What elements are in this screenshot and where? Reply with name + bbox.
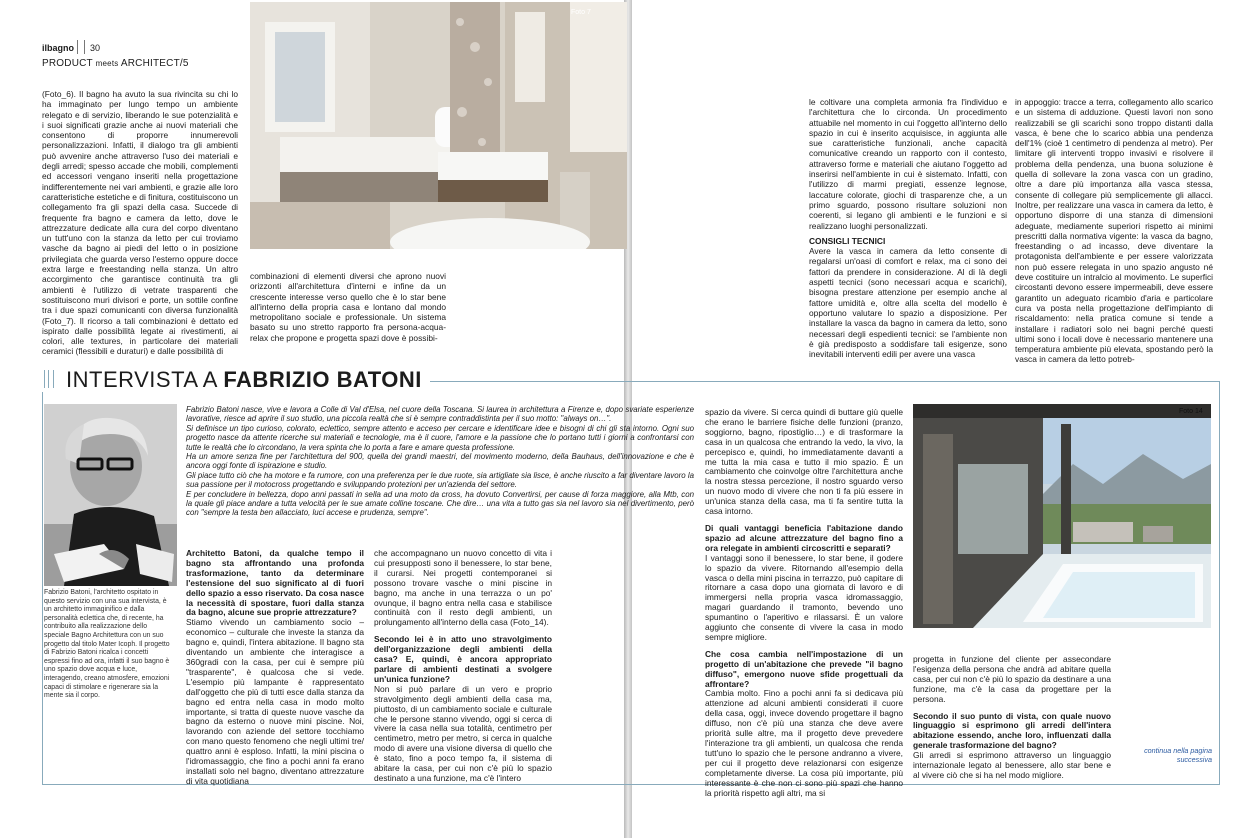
interview-title-name: FABRIZIO BATONI — [223, 367, 422, 392]
photo-label-foto7: Foto 7 — [571, 9, 591, 16]
portrait-photo — [44, 404, 177, 586]
answer-1b: che accompagnano un nuovo concetto di vita i cui presupposti sono il benessere, lo star bene, il curarsi. Nei progetti contemporanei si possono trovare vasche o mini piscine in bagno, ma anche in una terrazza o un po' ovunque, il bagno entra nella casa e stabilisce continuità con il resto degli ambienti, un prolungamento all'interno della casa (Foto_14). — [374, 548, 552, 628]
question-4: Che cosa cambia nell'impostazione di un progetto di un'abitazione che prevede "il bagno diffuso", emergono nuove sfide progettuali da affrontare? — [705, 648, 903, 689]
intro-column-4 — [1015, 97, 1213, 365]
interview-column-3 — [705, 408, 903, 798]
intro-paragraph-4: in appoggio: tracce a terra, collegamento allo scarico e un sistema di adduzione. Questi lavori non sono realizzabili se gli scarichi sono troppo distanti dalla vasca, è bene che lo scarico abbia una pendenza dell'1% (cioè 1 centimetro di pendenza al metro). Per limitare gli interventi troppo invasivi e risolvere il problema della pendenza, una buona soluzione è quella di sollevare la zona vasca con un gradino, oltre a dare più importanza alla vasca stessa, consente di collegare più semplicemente gli allacci. Inoltre, per realizzare una vasca in camera da letto, è opportuno disporre di una stanza di dimensioni adeguate, mediamente superiori rispetto ai minimi prescritti dalla normativa vigente: la vasca da bagno, freestanding o ad incasso, deve diventare la protagonista dell'ambiente e per essere valorizzata non può essere relegata in uno spazio angusto né deve costituire un intralcio al movimento. Le superfici circostanti devono essere impermeabili, deve essere garantito un adeguato ricambio d'aria e particolare cura va posta nella progettazione dell'impianto di riscaldamento: nella pratica comune si tende a installare i radiatori solo nei bagni perché questi ultimi sono i locali dove è necessario mantenere una temperatura ambiente più elevata, spostando però la vasca in camera da letto potreb- — [1015, 97, 1213, 365]
question-5: Secondo il suo punto di vista, con quale nuovo linguaggio si esprimono gli arredi dell'intera abitazione essendo, anche loro, influenzati dalla generale trasformazione del bagno? — [913, 710, 1111, 751]
question-1: Architetto Batoni, da qualche tempo il bagno sta affrontando una profonda trasformazione, tanto da determinare l'estensione del suo significato al di fuori dello spazio a esso riservato. Da cosa nasce la necessità di spostare, fuori dalla stanza da bagno, alcune sue proprie attrezzature? — [186, 548, 364, 618]
photo-foto14 — [913, 404, 1211, 628]
title-bars-icon — [44, 370, 54, 388]
box-border-top — [430, 381, 1220, 382]
question-3: Di quali vantaggi beneficia l'abitazione dando spazio ad alcune attrezzature del bagno fino a ora relegate in ambienti circoscritti e separati? — [705, 522, 903, 553]
interview-column-4 — [913, 655, 1111, 781]
bio-paragraph-1: Fabrizio Batoni nasce, vive e lavora a Colle di Val d'Elsa, nel cuore della Toscana. Si laurea in architettura a Firenze e, dopo svariate esperienze lavorative, riesce ad aprire il suo studio, una piccola realtà che si è sempre contraddistinta per il suo motto: "always on…". — [186, 405, 694, 424]
box-border-right — [1219, 381, 1220, 784]
terrace-pool-illustration — [913, 404, 1211, 628]
question-2: Secondo lei è in atto uno stravolgimento dell'organizzazione degli ambienti della casa? E, quindi, è ancora appropriato parlare di ambienti destinati a svolgere un'unica funzione? — [374, 634, 552, 684]
interview-title-prefix: INTERVISTA A — [66, 367, 217, 392]
intro-column-1 — [42, 89, 238, 357]
bio-paragraph-4: Gli piace tutto ciò che ha motore e fa rumore, con una preferenza per le due ruote, sia artigliate sia lisce, è anche riuscito a far diventare lavoro la sua passione per il motocross progettando e sviluppando protezioni per un'azienda del settore. — [186, 470, 694, 490]
bio-paragraph-2: Si definisce un tipo curioso, colorato, eclettico, sempre attento e acceso per cercare e identificare idee e bisogni di chi gli sta intorno. Ogni suo progetto nasce da attente ricerche sui materiali e tecnologie, ma è il cuore, l'amore e la passione che lo portano tutti i giorni a confrontarsi con tutte le realtà che lo circondano, la vera spinta che lo porta a fare e amare questa professione. — [186, 423, 694, 452]
intro-column-3 — [809, 97, 1007, 359]
interview-title — [66, 367, 422, 393]
page-number: 30 — [90, 43, 101, 53]
portrait-illustration — [44, 404, 177, 586]
answer-2b: spazio da vivere. Si cerca quindi di buttare giù quelle che erano le barriere fisiche delle funzioni (pranzo, soggiorno, bagno, ripostiglio…) e di trasformare la casa in un qualcosa che entrando la vedo, la vivo, la percepisco e, quindi, ho immediatamente davanti a me tutta la mia casa e tutto il mio spazio. È un cambiamento che coinvolge oltre l'architettura anche la nostra stessa percezione, il nostro sguardo verso un nuovo modo di vivere che non ti fa più essere in un'unica stanza della casa, ma ti fa sentire tutta la casa intorno. — [705, 407, 903, 517]
answer-4b: progetta in funzione del cliente per assecondare l'esigenza della persona che andrà ad abitare quella casa, per cui non c'è più lo spazio da destinare a una funzione, ma c'è la casa da progettare per la persona. — [913, 654, 1111, 704]
answer-4a: Cambia molto. Fino a pochi anni fa si dedicava più attenzione ad alcuni ambienti considerati il cuore della casa, oggi, invece dovendo progettare il bagno diffuso, non c'è più una stanza che deve avere priorità sulle altre, ma il progetto deve prevedere l'interazione tra gli ambienti, un qualcosa che renda tutt'uno lo spazio che le persone andranno a vivere, per cui il progetto deve relazionarsi con esigenze completamente diverse. La cosa più importante, più interessante è che non ci sono più spazi che hanno la priorità rispetto agli altri, ma si — [705, 688, 903, 798]
intro-paragraph-1: (Foto_6). Il bagno ha avuto la sua rivincita su chi lo ha immaginato per lungo tempo un ambiente relegato e di servizio, liberando le sue potenzialità e i suoi significati grazie anche ai nuovi materiali che consentono di proporre innumerevoli personalizzazioni. Infatti, il dialogo tra gli ambienti può avvenire anche attraverso l'uso dei materiali e degli arredi; spesso accade che mobili, complementi ed accessori vengano inseriti nella progettazione indifferentemente nei vari ambienti, e grazie alle loro caratteristiche estetiche e di finitura, costituiscono un collegamento fra gli spazi della casa. Succede di frequente fra bagno e camera da letto, dove le attrezzature dedicate alla cura del corpo diventano un tutt'uno con la stanza da letto per cui troviamo vasche da bagno ai piedi del letto o in posizione privilegiata che guarda verso l'esterno oppure docce extra large e freestanding nella stanza. Un altro accorgimento che garantisce continuità tra gli ambienti è l'utilizzo di vetrate trasparenti che sostituiscono muri divisori e porte, un sottile confine tra i due spazi comunicanti con diversa funzionalità (Foto_7). Il ricorso a tali combinazioni è dettato ed ispirato dalle possibilità legate ai rivestimenti, ai colori, alle textures, in particolare dei materiali ceramici (flessibili e duraturi) e dalle possibilità di — [42, 89, 238, 357]
continued-note: continua nella pagina successiva — [1144, 746, 1212, 764]
photo-foto7 — [250, 2, 627, 249]
answer-3: I vantaggi sono il benessere, lo star bene, il godere lo spazio da vivere. Ritornando all'esempio della vasca o della mini piscina in terrazzo, può capitare di ritornare a casa dopo una giornata di lavoro e di immergersi nella propria vasca idromassaggio, magari guardando il tramonto, bevendo uno spumantino o l'aperitivo e rilassarsi. È un valore aggiunto che consente di vivere la casa in modo sempre migliore. — [705, 552, 903, 642]
interview-column-2 — [374, 549, 552, 784]
magazine-logo: ilbagno — [42, 43, 74, 53]
consigli-paragraph: Avere la vasca in camera da letto consente di regalarsi un'oasi di comfort e relax, ma ci sono dei fattori da prendere in considerazione. Al di là degli aspetti tecnici (sono necessari acqua e scarichi), bisogna prestare attenzione per esempio anche al fattore umidità e, oltre alla scelta del modello è opportuno valutare lo spazio a disposizione. Per installare la vasca da bagno in camera da letto, sono necessari degli espedienti tecnici: se l'ambiente non è già predisposto a soddisfare tali esigenze, sono inevitabili interventi edili per avere una vasca — [809, 246, 1007, 360]
section-prefix: PRODUCT — [42, 58, 93, 69]
intro-paragraph-2: combinazioni di elementi diversi che aprono nuovi orizzonti all'architettura d'interni e infine da un crescente interesse verso quello che è lo star bene all'interno della propria casa e lontano dal mondo metropolitano sociale e professionale. Un sistema basato su uno stretto rapporto fra persona-acqua-relax che propone e progetta spazi dove è possibi- — [250, 271, 446, 343]
section-meets: meets — [95, 59, 119, 68]
section-suffix: ARCHITECT/5 — [120, 58, 189, 69]
intro-paragraph-3: le coltivare una completa armonia fra l'individuo e l'architettura che lo circonda. Un procedimento attuabile nel momento in cui l'oggetto all'interno dello spazio in cui è inserito acquisisce, in aggiunta alle sue caratteristiche funzionali, anche capacità comunicative creando un rapporto con il contesto, attraverso forme e materiali che aiutano l'oggetto ad inserirsi nell'ambiente in cui è sistemato. Infatti, con l'utilizzo di marmi pregiati, essenze legnose, laccature colorate, giochi di trasparenze che, a un primo sguardo, possono risultare soluzioni non coerenti, si legano gli ambienti e le funzioni e si realizzano luoghi personalizzati. — [809, 97, 1007, 231]
header-bars-icon — [77, 40, 85, 54]
answer-5: Gli arredi si esprimono attraverso un linguaggio internazionale legato al benessere, allo star bene e al vivere ciò che si ha nel modo migliore. — [913, 750, 1111, 780]
interview-column-1 — [186, 549, 364, 787]
bio-paragraph-5: E per concludere in bellezza, dopo anni passati in sella ad una moto da cross, ha dovuto Convertirsi, per cause di forza maggiore, alla Mtb, con la quale gli piace andare a tutta velocità per le sue amate colline toscane. Che dire… una vita a tutto gas sia nel lavoro sia nel divertimento, però con "sempre la testa ben allacciato, luci accese e prudenza, sempre". — [186, 489, 694, 518]
bathroom-illustration — [250, 2, 627, 249]
consigli-heading: CONSIGLI TECNICI — [809, 235, 886, 246]
intro-column-2 — [250, 271, 446, 343]
interview-bio — [186, 405, 694, 518]
answer-1a: Stiamo vivendo un cambiamento socio – economico – culturale che investe la stanza da bagno e, quindi, l'intera abitazione. Il bagno sta diventando un ambiente che interagisce a 360gradi con la casa, per cui è sempre più "trasparente", è qualcosa che si vede. L'esempio più lampante è rappresentato dall'oggetto che più di tutti esce dalla stanza da bagno ed entra nella casa in modo molto importante, si tratta di queste nuove vasche da bagno da esterno o nuove mini piscine. Noi, lavorando con aziende del settore tocchiamo con mano questo fenomeno che negli ultimi tre/ quattro anni è esploso. Infatti, la mini piscina o l'idromassaggio, che fino a pochi anni fa erano installati solo nel bagno, diventano attrezzature di vita quotidiana — [186, 617, 364, 786]
section-title — [42, 58, 189, 69]
portrait-caption: Fabrizio Batoni, l'architetto ospitato in questo servizio con una sua intervista, è un architetto immaginifico e dalla personalità eclettica che, di recente, ha contribuito alla realizzazione dello speciale Bagno Architettura con un suo progetto dal titolo Mater Icoph. Il progetto di Fabrizio Batoni ricalca i concetti espressi fino ad ora, infatti il suo bagno è uno spazio dove acqua e luce, interagendo, creano atmosfere, emozioni capaci di stimolare e rigenerare sia la mente sia il corpo. — [44, 589, 170, 700]
photo-label-foto14: Foto 14 — [1179, 408, 1203, 415]
box-border-left — [42, 392, 43, 784]
answer-2a: Non si può parlare di un vero e proprio stravolgimento degli ambienti della casa ma, piuttosto, di un cambiamento sociale e culturale che le persone stanno vivendo, oggi si cerca di vivere la casa nella sua totalità, centimetro per centimetro, metro per metro, si cerca in qualche modo di avere una visione diversa di quello che è stato, fino a poco tempo fa, il sistema di abitare la casa, per cui non c'è più lo spazio destinato a una funzione, ma c'è l'intero — [374, 683, 552, 783]
bio-paragraph-3: Ha un amore senza fine per l'architettura del 900, quella dei grandi maestri, del movimento moderno, della Bauhaus, dell'innovazione e che è ancora oggi fonte di ispirazione e studio. — [186, 452, 694, 471]
